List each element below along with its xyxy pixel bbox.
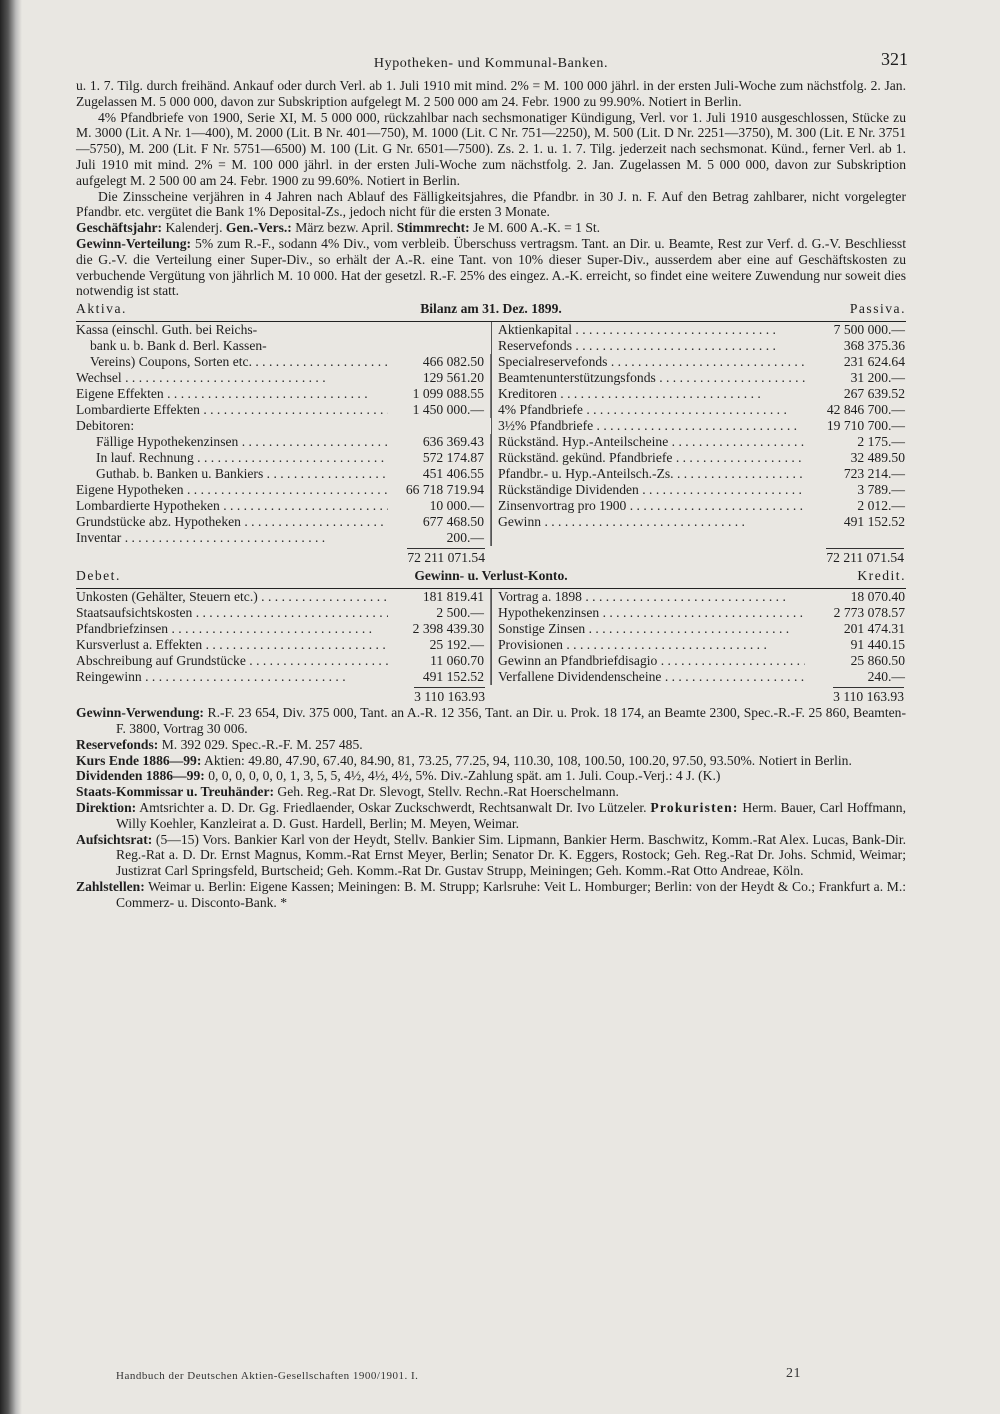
kredit-row-label: Gewinn an Pfandbriefdisagio . . . [492,653,805,669]
passiva-row [492,482,907,498]
gen-vers-label: Gen.-Vers.: [225,220,292,236]
aktiva-row-amount: 572 174.87 [388,450,491,466]
guv-table [76,588,906,685]
kredit-row-label: Verfallene Dividendenscheine . . . [492,669,805,685]
debet-row-label: Kursverlust a. Effekten . . . [76,637,388,653]
aktiva-row [76,466,491,482]
guv-totals [76,685,906,705]
book-spine-shadow [0,0,22,1414]
passiva-row-amount: 491 152.52 [843,514,905,530]
gewinn-verteilung-label: Gewinn-Verteilung: [76,235,192,251]
footer-source: Handbuch der Deutschen Aktien-Gesellschaften 1900/1901. I. [116,1370,419,1382]
passiva-row-amount: 32 489.50 [850,450,905,466]
aktiva-heading: Aktiva. [76,301,127,317]
kredit-row-amount: 240.— [867,669,905,685]
aktiva-row-amount: 466 082.50 [388,354,491,370]
kredit-row [492,653,907,669]
detail-label: Kurs Ende 1886—99: [76,752,202,768]
aktiva-row-amount: 200.— [388,530,491,546]
aktiva-row-label: Lombardierte Effekten . . . [76,402,388,418]
passiva-row [492,450,907,466]
detail-label: Dividenden 1886—99: [76,768,205,784]
debet-row-label: Reingewinn . . . [76,669,388,685]
debet-row [76,605,491,621]
passiva-row-amount: 368 375.36 [843,338,905,354]
passiva-row-label: 4% Pfandbriefe . . . [492,402,805,418]
kredit-row [492,669,907,685]
aktiva-row [76,370,491,386]
kredit-total: 3 110 163.93 [833,689,904,705]
passiva-row [492,322,907,338]
page-header [76,49,908,78]
debet-row-label: Pfandbriefzinsen . . . [76,621,388,637]
passiva-row [492,434,907,450]
kredit-row-label: Vortrag a. 1898 . . . [492,589,805,605]
aktiva-row [76,386,491,402]
aktiva-row [76,418,491,434]
gewinn-verteilung-paragraph [76,236,906,299]
aktiva-row [76,498,491,514]
passiva-row-amount: 231 624.64 [843,354,905,370]
passiva-row-amount: 7 500 000.— [833,322,905,338]
footer-sheet-number: 21 [786,1366,801,1381]
debet-row [76,653,491,669]
company-details [76,705,906,910]
aktiva-column [76,322,492,546]
kredit-row-amount: 201 474.31 [843,621,905,637]
passiva-column [492,322,907,546]
detail-text: Aktien: 49.80, 47.90, 67.40, 84.90, 81, 73.25, 77.25, 94, 110.30, 108, 100.50, 100.20, 97.50, 93.50%. Notiert in Berlin. [204,752,852,768]
detail-label-secondary: Prokuristen: [650,799,739,815]
detail-text: Amtsrichter a. D. Dr. Gg. Friedlaender, Oskar Zuckschwerdt, Rechtsanwalt Dr. Ivo Lützeler. [139,799,647,815]
intro-paragraph-1: u. 1. 7. Tilg. durch freihänd. Ankauf oder durch Verl. ab 1. Juli 1910 mit mind. 2% = M. 100 000 jährl. in der ersten Juli-Woche zum nächstfolg. 2. Jan. Zugelassen M. 5 000 000, davon zur Subskription aufgelegt M. 2 500 000 am 24. Febr. 1900 zu 99.90%. Notiert in Berlin. [76,78,906,109]
debet-row-amount: 25 192.— [388,637,491,653]
running-title: Hypotheken- und Kommunal-Banken. [373,56,609,71]
passiva-row-amount: 2 175.— [857,434,905,450]
aktiva-row [76,354,491,370]
aktiva-row-label: Guthab. b. Banken u. Bankiers . . . [76,466,388,482]
detail-text: 0, 0, 0, 0, 0, 0, 1, 3, 5, 5, 4½, 4½, 4½, 5%. Div.-Zahlung spät. am 1. Juli. Coup.-Verj.: 4 J. (K.) [208,768,721,784]
passiva-row-label: Aktienkapital . . . [492,322,805,338]
detail-text: Geh. Reg.-Rat Dr. Slevogt, Stellv. Rechn.-Rat Hoerschelmann. [277,784,619,800]
passiva-row-amount: 267 639.52 [843,386,905,402]
detail-text-secondary: Herm. Bauer, Carl Hoffmann, Willy Koehler, Kanzleirat a. D. Gust. Hardell, Berlin; M. Meyen, Weimar. [116,799,906,831]
kredit-row-label: Hypothekenzinsen . . . [492,605,805,621]
aktiva-row [76,402,491,418]
debet-row-amount: 181 819.41 [388,589,491,605]
detail-label: Reservefonds: [76,736,159,752]
aktiva-row-label: Inventar . . . [76,530,388,546]
geschaeftsjahr-line [76,220,906,236]
aktiva-row [76,434,491,450]
detail-paragraph [76,753,906,769]
document-page [76,49,908,911]
passiva-row-label: Rückständige Dividenden . . . [492,482,805,498]
debet-row [76,637,491,653]
aktiva-row [76,322,491,338]
passiva-row [492,370,907,386]
passiva-row-label: Reservefonds . . . [492,338,805,354]
detail-label: Direktion: [76,799,137,815]
passiva-row-label: Kreditoren . . . [492,386,805,402]
passiva-row-label: Beamtenunterstützungsfonds . . . [492,370,805,386]
passiva-row-label: 3½% Pfandbriefe . . . [492,418,805,434]
kredit-row [492,637,907,653]
guv-heading [76,568,906,586]
detail-paragraph [76,800,906,832]
aktiva-row-label: Kassa (einschl. Guth. bei Reichs- [76,322,258,338]
aktiva-row-label: Grundstücke abz. Hypotheken . . . [76,514,388,530]
aktiva-row [76,514,491,530]
aktiva-row-label: Fällige Hypothekenzinsen . . . [76,434,388,450]
detail-text: R.-F. 23 654, Div. 375 000, Tant. an A.-R. 12 356, Tant. an Dir. u. Prok. 18 174, an Beamte 2300, Spec.-R.-F. 25 860, Beamten-F. 3800, Vortrag 30 006. [116,705,906,736]
debet-row-label: Staatsaufsichtskosten . . . [76,605,388,621]
passiva-row-label: Gewinn . . . [492,514,805,530]
kredit-row-amount: 2 773 078.57 [833,605,905,621]
detail-label: Zahlstellen: [76,878,145,894]
stimmrecht-text: Je M. 600 A.-K. = 1 St. [473,220,601,236]
kredit-row [492,605,907,621]
aktiva-row-amount: 66 718 719.94 [388,482,491,498]
aktiva-row-amount: 1 099 088.55 [388,386,491,402]
kredit-row-label: Sonstige Zinsen . . . [492,621,805,637]
passiva-row-label: Pfandbr.- u. Hyp.-Anteilsch.-Zs. . . . [492,466,805,482]
aktiva-row-label: Debitoren: [76,418,135,434]
debet-row-amount: 491 152.52 [388,669,491,685]
bilanz-title: Bilanz am 31. Dez. 1899. [420,301,562,317]
passiva-row [492,338,907,354]
passiva-row [492,402,907,418]
aktiva-row [76,450,491,466]
aktiva-row-label: Eigene Hypotheken . . . [76,482,388,498]
bilanz-totals [76,546,906,566]
aktiva-total: 72 211 071.54 [407,550,485,566]
detail-text: (5—15) Vors. Bankier Karl von der Heydt, Stellv. Bankier Sim. Lipmann, Bankier Herm. Baschwitz, Komm.-Rat Alex. Lucas, Bank-Dir. Reg.-Rat a. D. Dr. Ernst Magnus, Komm.-Rat Ernst Meyer, Berlin; Senator Dr. K. Eggers, Rostock; Geh. Reg.-Rat Dr. Johs. Schmid, Weimar; Justizrat Carl Springsfeld, Burtscheid; Geh. Komm.-Rat Dr. Gustav Strupp, Meiningen; Geh. Komm.-Rat Otto Andreae, Köln. [116,831,906,879]
kredit-row [492,621,907,637]
kredit-row-amount: 18 070.40 [850,589,905,605]
passiva-row [492,514,907,530]
debet-row-amount: 2 398 439.30 [388,621,491,637]
passiva-row-label: Zinsenvortrag pro 1900 . . . [492,498,805,514]
detail-paragraph [76,768,906,784]
passiva-total: 72 211 071.54 [826,550,904,566]
aktiva-row-label: In lauf. Rechnung . . . [76,450,388,466]
kredit-row-label: Provisionen . . . [492,637,805,653]
stimmrecht-label: Stimmrecht: [396,220,470,236]
aktiva-row-label: Eigene Effekten . . . [76,386,388,402]
passiva-row [492,354,907,370]
bilanz-heading [76,301,906,319]
kredit-row [492,589,907,605]
passiva-row-amount: 723 214.— [843,466,905,482]
aktiva-row-amount: 1 450 000.— [388,402,491,418]
passiva-row-label: Rückständ. gekünd. Pfandbriefe . . . [492,450,805,466]
detail-paragraph [76,737,906,753]
passiva-row [492,418,907,434]
aktiva-row [76,338,491,354]
debet-row [76,669,491,685]
aktiva-row-amount: 129 561.20 [388,370,491,386]
passiva-row-label: Rückständ. Hyp.-Anteilscheine . . . [492,434,805,450]
kredit-heading: Kredit. [857,568,906,584]
intro-paragraph-3: Die Zinsscheine verjähren in 4 Jahren nach Ablauf des Fälligkeitsjahres, die Pfandbr. in 30 J. n. F. Auf den Betrag zahlbarer, nicht vorgelegter Pfandbr. etc. vergütet die Bank 1% Deposital-Zs., jedoch nicht für die ersten 3 Monate. [76,188,906,220]
debet-row-amount: 11 060.70 [388,653,491,669]
intro-paragraph-2: 4% Pfandbriefe von 1900, Serie XI, M. 5 000 000, rückzahlbar nach sechsmonatiger Kündigung, Verl. vor 1. Juli 1910 ausgeschlossen, Stücke zu M. 3000 (Lit. A Nr. 1—400), M. 2000 (Lit. B Nr. 401—750), M. 1000 (Lit. C Nr. 751—2250), M. 500 (Lit. D Nr. 2251—3750), M. 300 (Lit. E Nr. 3751—5750), M. 200 (Lit. F Nr. 5751—6500) M. 100 (Lit. G Nr. 6501—7500). Zs. 2. 1. u. 1. 7. Tilg. jederzeit nach sechsmonat. Künd., ferner Verl. ab 1. Juli 1910 mit mind. 2% = M. 100 000 jährl. in der ersten Juli-Woche zum nächstfolg. 2. Jan. Zugelassen M. 5 000 000, davon zur Subskription aufgelegt M. 2 500 00 am 24. Febr. 1900 zu 99.60%. Notiert in Berlin. [76,109,906,188]
passiva-row-amount: 2 012.— [857,498,905,514]
debet-total: 3 110 163.93 [414,689,485,705]
aktiva-row-label: Wechsel . . . [76,370,388,386]
aktiva-row-label: Lombardierte Hypotheken . . . [76,498,388,514]
geschaeftsjahr-label: Geschäftsjahr: [76,220,163,236]
aktiva-row-label: bank u. b. Bank d. Berl. Kassen- [90,338,267,354]
passiva-row-amount: 3 789.— [857,482,905,498]
guv-title: Gewinn- u. Verlust-Konto. [414,568,568,584]
debet-row [76,621,491,637]
aktiva-row-amount: 10 000.— [388,498,491,514]
aktiva-row [76,482,491,498]
detail-label: Staats-Kommissar u. Treuhänder: [76,784,275,800]
aktiva-row-amount: 677 468.50 [388,514,491,530]
passiva-row-amount: 19 710 700.— [826,418,905,434]
detail-text: Weimar u. Berlin: Eigene Kassen; Meiningen: B. M. Strupp; Karlsruhe: Veit L. Homburger; Berlin: von der Heydt & Co.; Frankfurt a. M.: Commerz- u. Disconto-Bank. * [116,878,907,910]
bilanz-table [76,321,906,546]
debet-row [76,589,491,605]
detail-paragraph [76,705,906,737]
kredit-column [492,589,907,685]
kredit-row-amount: 91 440.15 [850,637,905,653]
passiva-row-amount: 42 846 700.— [826,402,905,418]
kredit-row-amount: 25 860.50 [850,653,905,669]
aktiva-row [76,530,491,546]
page-footer [116,1366,816,1382]
geschaeftsjahr-text: Kalenderj. [165,220,223,236]
passiva-row [492,498,907,514]
page-number: 321 [881,49,908,69]
aktiva-row-label: Vereins) Coupons, Sorten etc. . . . [76,354,388,370]
aktiva-row-amount: 451 406.55 [388,466,491,482]
detail-paragraph [76,832,906,879]
passiva-row-amount: 31 200.— [850,370,905,386]
detail-label: Gewinn-Verwendung: [76,705,204,721]
debet-row-label: Unkosten (Gehälter, Steuern etc.) . . . [76,589,388,605]
detail-paragraph [76,879,906,911]
debet-row-label: Abschreibung auf Grundstücke . . . [76,653,388,669]
debet-heading: Debet. [76,568,121,584]
detail-text: M. 392 029. Spec.-R.-F. M. 257 485. [161,736,363,752]
passiva-heading: Passiva. [849,301,906,317]
passiva-row-label: Specialreservefonds . . . [492,354,805,370]
passiva-row [492,466,907,482]
detail-paragraph [76,784,906,800]
passiva-row [492,386,907,402]
gewinn-verteilung-text: 5% zum R.-F., sodann 4% Div., vom verbleib. Überschuss vertragsm. Tant. an Dir. u. Beamte, Rest zur Verf. d. G.-V. Beschliesst die G.-V. die Verteilung einer Super-Div., so erhält der A.-R. eine Tant. von 10% dieser Super-Div., ausserdem aber eine auf Geschäftskosten zu verbuchende Vergütung von jährlich M. 10 000. Hat der gesetzl. R.-F. 25% des eingez. A.-K. erreicht, so findet eine weitere Zuwendung nur soweit dies notwendig ist statt. [76,235,906,299]
detail-label: Aufsichtsrat: [76,831,153,847]
aktiva-row-amount: 636 369.43 [388,434,491,450]
debet-column [76,589,492,685]
debet-row-amount: 2 500.— [388,605,491,621]
gen-vers-text: März bezw. April. [295,220,394,236]
